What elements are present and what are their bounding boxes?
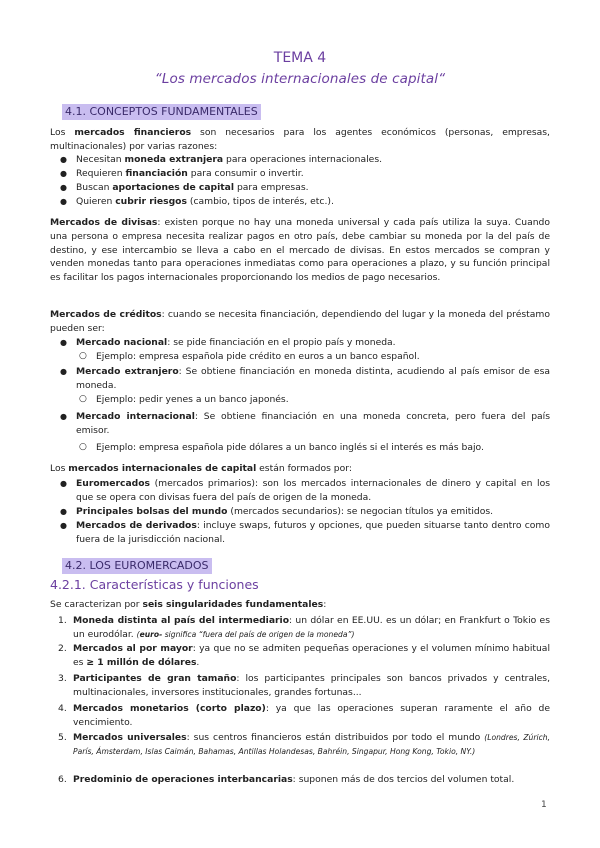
sub-bullet-icon: ○ <box>79 351 87 361</box>
numbered-item: Predominio de operaciones interbancarias: suponen más de dos tercios del volumen total. <box>73 774 515 785</box>
list-item: Mercado extranjero: Se obtiene financiación en moneda distinta, acudiendo al país emisor de esa moneda. <box>76 366 550 391</box>
euromercados-intro: Se caracterizan por seis singularidades fundamentales: <box>50 599 327 610</box>
list-item: Mercado internacional: Se obtiene financiación en una moneda concreta, pero fuera del país emisor. <box>76 411 550 436</box>
numbered-item: Participantes de gran tamaño: los participantes principales son bancos privados y centrales, multinacionales, inversores institucionales, grandes fortunas... <box>73 673 550 698</box>
list-number: 6. <box>58 774 67 785</box>
bullet-icon: ● <box>60 197 67 206</box>
bullet-icon: ● <box>60 169 67 178</box>
subsection-heading-4-2-1: 4.2.1. Características y funciones <box>50 577 259 592</box>
list-number: 5. <box>58 732 67 743</box>
section-heading-4-2: 4.2. LOS EUROMERCADOS <box>62 558 212 574</box>
page-title: TEMA 4 <box>273 50 327 66</box>
list-item: Euromercados (mercados primarios): son los mercados internacionales de dinero y capital en los que se opera con divisas fuera del país de origen de la moneda. <box>76 478 550 503</box>
list-item: Necesitan moneda extranjera para operaciones internacionales. <box>76 154 383 165</box>
list-number: 4. <box>58 703 67 714</box>
list-number: 3. <box>58 673 67 684</box>
list-number: 2. <box>58 643 67 654</box>
example-item: Ejemplo: empresa española pide dólares a un banco inglés si el interés es más bajo. <box>96 442 484 453</box>
section-heading-4-1: 4.1. CONCEPTOS FUNDAMENTALES <box>62 104 261 120</box>
intro-paragraph: Los mercados financieros son necesarios para los agentes económicos (personas, empresas, multinacionales) por varias razones: <box>50 127 550 152</box>
list-item: Buscan aportaciones de capital para empresas. <box>76 182 309 193</box>
bullet-icon: ● <box>60 521 67 530</box>
list-number: 1. <box>58 615 67 626</box>
page-subtitle: “Los mercados internacionales de capital“ <box>154 71 446 87</box>
list-item: Mercados de derivados: incluye swaps, futuros y opciones, que pueden situarse tanto dentro como fuera de la jurisdicción nacional. <box>76 520 550 545</box>
numbered-item: Mercados universales: sus centros financieros están distribuidos por todo el mundo (Londres, Zúrich, París, Ámsterdam, Islas Caimán, Bahamas, Antillas Holandesas, Bahréin, Singapur, Hong Kong, Tokio, NY.) <box>73 732 550 756</box>
example-item: Ejemplo: pedir yenes a un banco japonés. <box>96 394 289 405</box>
bullet-icon: ● <box>60 479 67 488</box>
divisas-paragraph: Mercados de divisas: existen porque no hay una moneda universal y cada país utiliza la suya. Cuando una persona o empresa necesita realizar pagos en otro país, debe cambiar su moneda por la del país de destino, y ese intercambio se lleva a cabo en el mercado de divisas. En estos mercados se compran y venden monedas tanto para operaciones inmediatas como para operaciones a plazo, y su función principal es facilitar los pagos internacionales proporcionando los medios de pago necesarios. <box>50 217 550 284</box>
numbered-item: Moneda distinta al país del intermediario: un dólar en EE.UU. es un dólar; en Frankfurt o Tokio es un eurodólar. (euro- significa “fuera del país de origen de la moneda”) <box>73 615 550 640</box>
numbered-item: Mercados monetarios (corto plazo): ya que las operaciones superan raramente el año de vencimiento. <box>73 703 550 728</box>
bullet-icon: ● <box>60 155 67 164</box>
bullet-icon: ● <box>60 338 67 347</box>
list-item: Requieren financiación para consumir o invertir. <box>76 168 304 179</box>
list-item: Quieren cubrir riesgos (cambio, tipos de interés, etc.). <box>76 196 334 207</box>
page-number: 1 <box>541 800 547 810</box>
numbered-item: Mercados al por mayor: ya que no se admiten pequeñas operaciones y el volumen mínimo habitual es ≥ 1 millón de dólares. <box>73 643 550 668</box>
list-item: Mercado nacional: se pide financiación en el propio país y moneda. <box>76 337 396 348</box>
sub-bullet-icon: ○ <box>79 442 87 452</box>
example-item: Ejemplo: empresa española pide crédito en euros a un banco español. <box>96 351 420 362</box>
bullet-icon: ● <box>60 183 67 192</box>
mic-paragraph: Los mercados internacionales de capital están formados por: <box>50 463 352 474</box>
bullet-icon: ● <box>60 412 67 421</box>
creditos-paragraph: Mercados de créditos: cuando se necesita financiación, dependiendo del lugar y la moneda del préstamo pueden ser: <box>50 309 550 334</box>
sub-bullet-icon: ○ <box>79 394 87 404</box>
list-item: Principales bolsas del mundo (mercados secundarios): se negocian títulos ya emitidos. <box>76 506 494 517</box>
bullet-icon: ● <box>60 507 67 516</box>
bullet-icon: ● <box>60 367 67 376</box>
